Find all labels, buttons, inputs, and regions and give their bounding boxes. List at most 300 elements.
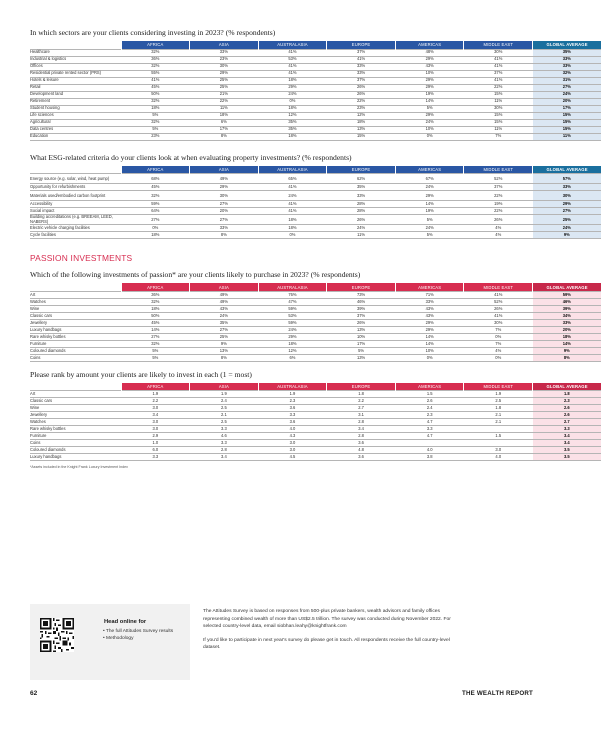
table-cell: 26% bbox=[327, 84, 396, 91]
table-cell: 49% bbox=[190, 291, 259, 298]
table-cell: 18% bbox=[121, 232, 190, 239]
table-cell: 33% bbox=[395, 298, 464, 305]
passion-rank-section bbox=[30, 369, 588, 470]
sector-question: In which sectors are your clients considering investing in 2023? (% respondents) bbox=[30, 28, 276, 37]
table-cell: 41% bbox=[327, 56, 396, 63]
table-cell: 2.5 bbox=[190, 405, 259, 412]
table-cell: 12% bbox=[327, 112, 396, 119]
table-cell: 1.9 bbox=[190, 391, 259, 398]
table-row bbox=[30, 126, 601, 133]
table-cell: 41% bbox=[464, 63, 533, 70]
table-row bbox=[30, 215, 601, 225]
table-cell: 59% bbox=[258, 305, 327, 312]
global-average-cell: 3.3 bbox=[533, 426, 601, 433]
row-label: Retirement bbox=[30, 98, 121, 105]
table-cell: 15% bbox=[464, 91, 533, 98]
table-row bbox=[30, 91, 601, 98]
table-cell: 4% bbox=[464, 225, 533, 232]
row-label: Classic cars bbox=[30, 312, 121, 319]
row-label: Coloured diamonds bbox=[30, 447, 121, 454]
table-cell: 0% bbox=[258, 232, 327, 239]
passion-rank-table bbox=[30, 383, 601, 462]
table-cell: 24% bbox=[395, 184, 464, 191]
page-footer bbox=[30, 690, 533, 700]
table-cell: 71% bbox=[395, 291, 464, 298]
table-row bbox=[30, 326, 601, 333]
table-cell: 29% bbox=[190, 184, 259, 191]
table-cell: 41% bbox=[464, 77, 533, 84]
table-cell: 13% bbox=[327, 126, 396, 133]
table-cell: 14% bbox=[395, 340, 464, 347]
table-cell: 4.6 bbox=[190, 433, 259, 440]
table-cell: 0% bbox=[395, 133, 464, 140]
table-cell: 49% bbox=[190, 174, 259, 184]
global-average-cell: 2.6 bbox=[533, 412, 601, 419]
column-header: MIDDLE EAST bbox=[464, 283, 533, 291]
promo-item-methodology[interactable]: • Methodology bbox=[103, 635, 134, 641]
table-cell: 43% bbox=[395, 63, 464, 70]
table-cell: 41% bbox=[258, 201, 327, 208]
table-cell: 53% bbox=[258, 56, 327, 63]
column-header: AFRICA bbox=[121, 41, 190, 49]
global-average-cell: 27% bbox=[533, 84, 601, 91]
esg-criteria-section bbox=[30, 152, 588, 240]
table-cell: 13% bbox=[327, 354, 396, 361]
table-row bbox=[30, 405, 601, 412]
table-row bbox=[30, 440, 601, 447]
global-average-cell: 30% bbox=[533, 191, 601, 201]
promo-item-results[interactable]: • The full Attitudes Survey results bbox=[103, 629, 174, 634]
global-average-cell: 46% bbox=[533, 298, 601, 305]
table-row bbox=[30, 319, 601, 326]
global-average-cell: 35% bbox=[533, 49, 601, 56]
table-cell: 5% bbox=[395, 105, 464, 112]
table-cell bbox=[464, 440, 533, 447]
table-cell: 3.0 bbox=[121, 405, 190, 412]
table-cell: 5% bbox=[395, 215, 464, 225]
table-cell: 22% bbox=[464, 84, 533, 91]
table-cell: 1.9 bbox=[121, 391, 190, 398]
table-cell: 39% bbox=[327, 305, 396, 312]
table-cell: 1.5 bbox=[395, 391, 464, 398]
table-cell: 12% bbox=[258, 347, 327, 354]
table-cell: 5% bbox=[121, 354, 190, 361]
table-cell: 24% bbox=[395, 225, 464, 232]
table-cell: 33% bbox=[190, 225, 259, 232]
table-cell: 33% bbox=[327, 70, 396, 77]
table-cell: 2.4 bbox=[190, 398, 259, 405]
table-cell: 2.5 bbox=[464, 398, 533, 405]
column-header: AMERICAS bbox=[395, 283, 464, 291]
row-label: Retail bbox=[30, 84, 121, 91]
table-row bbox=[30, 354, 601, 361]
row-label: Coins bbox=[30, 354, 121, 361]
table-cell: 29% bbox=[395, 191, 464, 201]
global-average-cell: 33% bbox=[533, 319, 601, 326]
table-cell: 2.3 bbox=[258, 398, 327, 405]
table-cell: 4% bbox=[464, 347, 533, 354]
table-cell: 7% bbox=[464, 133, 533, 140]
global-average-cell: 15% bbox=[533, 126, 601, 133]
row-label: Rare whisky bottles bbox=[30, 426, 121, 433]
global-average-cell: 57% bbox=[533, 174, 601, 184]
table-cell: 3.0 bbox=[121, 426, 190, 433]
table-cell: 19% bbox=[395, 91, 464, 98]
table-cell: 2.6 bbox=[395, 398, 464, 405]
header-blank bbox=[30, 283, 121, 291]
row-label: Life sciences bbox=[30, 112, 121, 119]
table-cell: 24% bbox=[258, 326, 327, 333]
table-cell: 5% bbox=[121, 112, 190, 119]
row-label: Jewellery bbox=[30, 319, 121, 326]
column-header: ASIA bbox=[190, 283, 259, 291]
row-label: Art bbox=[30, 291, 121, 298]
table-row bbox=[30, 208, 601, 215]
table-cell: 35% bbox=[258, 126, 327, 133]
column-header: AUSTRALASIA bbox=[258, 383, 327, 391]
row-label: Watches bbox=[30, 298, 121, 305]
table-cell: 4.3 bbox=[258, 433, 327, 440]
table-cell: 1.8 bbox=[327, 391, 396, 398]
global-average-cell: 20% bbox=[533, 326, 601, 333]
table-cell: 6% bbox=[258, 354, 327, 361]
table-cell: 22% bbox=[190, 98, 259, 105]
table-cell: 41% bbox=[258, 208, 327, 215]
table-cell: 41% bbox=[464, 312, 533, 319]
table-cell: 68% bbox=[121, 174, 190, 184]
table-cell: 62% bbox=[327, 174, 396, 184]
table-cell: 2.4 bbox=[395, 405, 464, 412]
global-average-cell: 33% bbox=[533, 56, 601, 63]
table-cell: 29% bbox=[395, 56, 464, 63]
table-cell: 14% bbox=[395, 333, 464, 340]
table-cell: 24% bbox=[190, 312, 259, 319]
table-cell: 55% bbox=[121, 70, 190, 77]
table-cell: 50% bbox=[121, 91, 190, 98]
table-cell: 11% bbox=[464, 126, 533, 133]
table-cell: 25% bbox=[190, 333, 259, 340]
column-header: MIDDLE EAST bbox=[464, 41, 533, 49]
table-cell: 11% bbox=[464, 98, 533, 105]
column-header: MIDDLE EAST bbox=[464, 166, 533, 174]
table-cell: 17% bbox=[327, 340, 396, 347]
table-cell: 2.5 bbox=[190, 419, 259, 426]
table-cell: 46% bbox=[327, 298, 396, 305]
global-average-cell: 59% bbox=[533, 291, 601, 298]
table-cell: 26% bbox=[464, 305, 533, 312]
table-cell: 3.6 bbox=[327, 454, 396, 461]
table-cell: 52% bbox=[464, 298, 533, 305]
table-cell: 5% bbox=[395, 232, 464, 239]
table-cell: 37% bbox=[464, 70, 533, 77]
table-cell bbox=[464, 426, 533, 433]
table-cell: 29% bbox=[258, 84, 327, 91]
table-row bbox=[30, 454, 601, 461]
column-header: AUSTRALASIA bbox=[258, 283, 327, 291]
table-row bbox=[30, 412, 601, 419]
table-cell: 3.0 bbox=[258, 440, 327, 447]
row-label: Opportunity for refurbishments bbox=[30, 184, 121, 191]
table-cell: 10% bbox=[395, 126, 464, 133]
row-label: Watches bbox=[30, 419, 121, 426]
column-header: AMERICAS bbox=[395, 41, 464, 49]
global-average-cell: 8% bbox=[533, 354, 601, 361]
column-header: AFRICA bbox=[121, 166, 190, 174]
table-header-row bbox=[30, 41, 601, 49]
table-cell: 13% bbox=[190, 347, 259, 354]
table-cell: 50% bbox=[121, 312, 190, 319]
column-header: ASIA bbox=[190, 166, 259, 174]
global-average-cell: 1.8 bbox=[533, 391, 601, 398]
table-cell: 18% bbox=[121, 105, 190, 112]
column-header: AUSTRALASIA bbox=[258, 166, 327, 174]
table-cell: 33% bbox=[327, 191, 396, 201]
table-cell: 35% bbox=[258, 119, 327, 126]
table-cell: 29% bbox=[190, 70, 259, 77]
global-average-header: GLOBAL AVERAGE bbox=[533, 166, 601, 174]
table-cell: 4.0 bbox=[464, 454, 533, 461]
table-cell: 28% bbox=[327, 201, 396, 208]
global-average-cell: 18% bbox=[533, 333, 601, 340]
table-row bbox=[30, 98, 601, 105]
row-label: Healthcare bbox=[30, 49, 121, 56]
table-row bbox=[30, 232, 601, 239]
passion-purchase-section bbox=[30, 270, 588, 362]
table-cell: 18% bbox=[258, 225, 327, 232]
table-cell: 53% bbox=[258, 312, 327, 319]
esg-table bbox=[30, 166, 601, 240]
row-label: Wine bbox=[30, 405, 121, 412]
table-cell: 18% bbox=[190, 112, 259, 119]
column-header: EUROPE bbox=[327, 166, 396, 174]
global-average-cell: 34% bbox=[533, 312, 601, 319]
table-row bbox=[30, 305, 601, 312]
column-header: AMERICAS bbox=[395, 383, 464, 391]
table-cell: 3.3 bbox=[121, 454, 190, 461]
table-cell: 32% bbox=[121, 63, 190, 70]
table-cell: 47% bbox=[258, 298, 327, 305]
global-average-cell: 15% bbox=[533, 112, 601, 119]
global-average-cell: 17% bbox=[533, 105, 601, 112]
table-cell: 8% bbox=[190, 354, 259, 361]
table-cell: 23% bbox=[121, 133, 190, 140]
row-label: Building accreditations (e.g. BREEAM, LEED, NABERS) bbox=[30, 215, 121, 225]
global-average-cell: 15% bbox=[533, 119, 601, 126]
table-cell: 15% bbox=[464, 112, 533, 119]
table-cell: 8% bbox=[190, 133, 259, 140]
global-average-cell: 3.5 bbox=[533, 447, 601, 454]
global-average-cell: 20% bbox=[533, 98, 601, 105]
column-header: MIDDLE EAST bbox=[464, 383, 533, 391]
header-blank bbox=[30, 166, 121, 174]
table-cell: 3.1 bbox=[327, 412, 396, 419]
table-cell: 2.8 bbox=[327, 433, 396, 440]
sector-investment-section bbox=[30, 28, 588, 141]
table-cell: 41% bbox=[464, 56, 533, 63]
table-cell: 27% bbox=[121, 333, 190, 340]
table-cell: 36% bbox=[121, 56, 190, 63]
table-cell: 27% bbox=[190, 326, 259, 333]
row-label: Data centres bbox=[30, 126, 121, 133]
header-blank bbox=[30, 383, 121, 391]
survey-description-paragraph: The Attitudes Survey is based on responses from 500-plus private bankers, wealth advisors and family offices representing combined wealth of more than US$2.5 trillion. The survey was conducted during November 2022. For selected country-level data, email siobhan.leahy@knightfrank.com bbox=[203, 609, 451, 630]
table-cell: 43% bbox=[190, 305, 259, 312]
table-row bbox=[30, 291, 601, 298]
table-cell: 7% bbox=[464, 340, 533, 347]
table-cell: 5% bbox=[121, 126, 190, 133]
table-cell: 43% bbox=[395, 312, 464, 319]
table-cell bbox=[395, 440, 464, 447]
column-header: AFRICA bbox=[121, 283, 190, 291]
table-cell: 29% bbox=[395, 326, 464, 333]
table-cell: 15% bbox=[327, 133, 396, 140]
table-row bbox=[30, 112, 601, 119]
qr-code-icon[interactable] bbox=[40, 618, 74, 652]
table-cell: 65% bbox=[258, 174, 327, 184]
table-row bbox=[30, 77, 601, 84]
table-cell: 0% bbox=[464, 354, 533, 361]
table-cell: 18% bbox=[258, 340, 327, 347]
table-cell: 3.3 bbox=[190, 426, 259, 433]
table-cell: 2.9 bbox=[121, 433, 190, 440]
table-cell: 4% bbox=[464, 232, 533, 239]
table-cell: 27% bbox=[121, 215, 190, 225]
row-label: Coins bbox=[30, 440, 121, 447]
table-row bbox=[30, 56, 601, 63]
table-cell: 22% bbox=[464, 191, 533, 201]
table-row bbox=[30, 63, 601, 70]
page-number: 62 bbox=[30, 690, 38, 697]
table-cell: 37% bbox=[327, 312, 396, 319]
row-label: Electric vehicle charging facilities bbox=[30, 225, 121, 232]
table-cell: 2.1 bbox=[464, 419, 533, 426]
table-cell: 24% bbox=[258, 91, 327, 98]
row-label: Agricultural bbox=[30, 119, 121, 126]
table-cell: 30% bbox=[464, 105, 533, 112]
footnote: *Assets included in the Knight Frank Luxury Investment Index bbox=[30, 465, 128, 470]
table-cell: 45% bbox=[121, 84, 190, 91]
table-cell: 27% bbox=[190, 201, 259, 208]
column-header: ASIA bbox=[190, 383, 259, 391]
table-cell: 26% bbox=[327, 215, 396, 225]
passion-investments-heading: PASSION INVESTMENTS bbox=[30, 253, 133, 264]
table-cell: 67% bbox=[395, 174, 464, 184]
global-average-cell: 27% bbox=[533, 208, 601, 215]
table-cell: 18% bbox=[258, 77, 327, 84]
table-cell: 52% bbox=[464, 174, 533, 184]
table-cell: 3.0 bbox=[121, 419, 190, 426]
table-row bbox=[30, 347, 601, 354]
table-cell: 3.8 bbox=[395, 454, 464, 461]
row-label: Education bbox=[30, 133, 121, 140]
table-cell: 26% bbox=[327, 91, 396, 98]
table-cell: 41% bbox=[258, 70, 327, 77]
table-cell: 37% bbox=[464, 184, 533, 191]
table-cell: 3.4 bbox=[190, 454, 259, 461]
global-average-cell: 24% bbox=[533, 91, 601, 98]
table-cell: 2.8 bbox=[327, 419, 396, 426]
table-cell: 2.2 bbox=[121, 398, 190, 405]
table-cell: 37% bbox=[327, 49, 396, 56]
table-cell: 3.6 bbox=[327, 440, 396, 447]
table-cell: 3.6 bbox=[258, 405, 327, 412]
column-header: EUROPE bbox=[327, 383, 396, 391]
table-cell: 3.0 bbox=[464, 447, 533, 454]
table-cell: 2.2 bbox=[327, 398, 396, 405]
global-average-cell: 2.7 bbox=[533, 419, 601, 426]
table-cell: 2.8 bbox=[190, 447, 259, 454]
table-row bbox=[30, 174, 601, 184]
table-cell: 36% bbox=[121, 291, 190, 298]
table-cell: 24% bbox=[395, 119, 464, 126]
sector-table bbox=[30, 41, 601, 141]
table-cell: 1.8 bbox=[464, 405, 533, 412]
table-cell: 5% bbox=[327, 347, 396, 354]
global-average-cell: 3.5 bbox=[533, 454, 601, 461]
row-label: Industrial & logistics bbox=[30, 56, 121, 63]
global-average-cell: 33% bbox=[533, 63, 601, 70]
table-row bbox=[30, 312, 601, 319]
table-cell: 19% bbox=[464, 201, 533, 208]
table-cell: 2.1 bbox=[464, 412, 533, 419]
table-cell: 29% bbox=[395, 112, 464, 119]
table-cell: 4.0 bbox=[395, 447, 464, 454]
table-cell: 32% bbox=[121, 49, 190, 56]
table-row bbox=[30, 70, 601, 77]
table-cell: 73% bbox=[327, 291, 396, 298]
global-average-cell: 9% bbox=[533, 347, 601, 354]
table-cell: 23% bbox=[327, 105, 396, 112]
global-average-header: GLOBAL AVERAGE bbox=[533, 41, 601, 49]
table-cell: 26% bbox=[464, 215, 533, 225]
table-cell: 12% bbox=[258, 112, 327, 119]
table-cell: 64% bbox=[121, 208, 190, 215]
table-cell: 43% bbox=[395, 305, 464, 312]
table-row bbox=[30, 426, 601, 433]
table-row bbox=[30, 225, 601, 232]
table-row bbox=[30, 391, 601, 398]
survey-description bbox=[203, 608, 453, 658]
passion-rank-question: Please rank by amount your clients are likely to invest in each (1 = most) bbox=[30, 369, 252, 379]
global-average-cell: 25% bbox=[533, 215, 601, 225]
table-cell: 32% bbox=[121, 298, 190, 305]
table-cell: 8% bbox=[190, 232, 259, 239]
row-label: Energy source (e.g. solar, wind, heat pump) bbox=[30, 174, 121, 184]
table-cell: 14% bbox=[121, 326, 190, 333]
row-label: Jewellery bbox=[30, 412, 121, 419]
table-cell: 19% bbox=[395, 208, 464, 215]
global-average-header: GLOBAL AVERAGE bbox=[533, 283, 601, 291]
table-cell: 35% bbox=[190, 319, 259, 326]
table-row bbox=[30, 419, 601, 426]
column-header: AFRICA bbox=[121, 383, 190, 391]
table-cell: 30% bbox=[464, 49, 533, 56]
table-cell: 3.4 bbox=[121, 412, 190, 419]
row-label: Student housing bbox=[30, 105, 121, 112]
table-cell: 4.0 bbox=[258, 426, 327, 433]
global-average-cell: 2.3 bbox=[533, 398, 601, 405]
table-cell: 29% bbox=[395, 84, 464, 91]
table-cell: 4.7 bbox=[395, 433, 464, 440]
table-cell: 26% bbox=[327, 319, 396, 326]
row-label: Residential private rented sector (PRS) bbox=[30, 70, 121, 77]
global-average-cell: 14% bbox=[533, 340, 601, 347]
row-label: Social impact bbox=[30, 208, 121, 215]
table-cell: 37% bbox=[327, 77, 396, 84]
table-cell: 18% bbox=[258, 215, 327, 225]
global-average-cell: 29% bbox=[533, 201, 601, 208]
table-cell: 29% bbox=[395, 77, 464, 84]
